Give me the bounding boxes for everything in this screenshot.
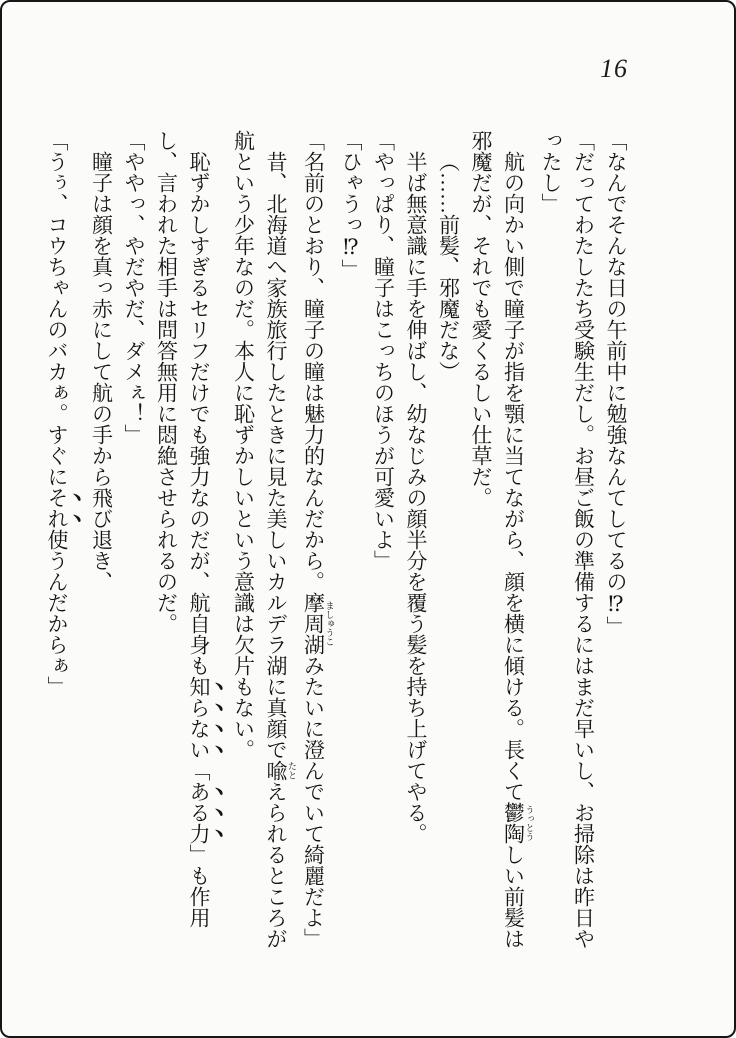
- paragraph-dialogue: 「ひゃうっ⁉」: [339, 130, 363, 280]
- ruby-annotation: [264, 760, 297, 781]
- text-run: 航の向かい側で瞳子が指を顎に当てながら、顔を横に傾ける。長くて: [501, 151, 526, 802]
- ruby-annotation: [301, 592, 335, 655]
- emphasized-text: それ: [45, 487, 69, 529]
- ruby-furigana: たと: [287, 760, 297, 781]
- text-run: 使うんだからぁ」: [45, 529, 69, 697]
- paragraph-dialogue: 「なんでそんな日の午前中に勉強なんてしてるの⁉」: [604, 130, 628, 637]
- paragraph-dialogue: [297, 130, 335, 954]
- text-run: しい前髪は邪魔だが、それでも愛くるしい仕草だ。: [469, 130, 526, 949]
- emphasized-text: 知らない: [187, 676, 211, 760]
- text-run: 「名前のとおり、瞳子の瞳は魅力的なんだから。: [301, 130, 326, 592]
- ruby-annotation: [501, 802, 535, 844]
- text-run: みたいに澄んでいて綺麗だよ」: [301, 655, 326, 949]
- ruby-base: 摩周湖: [301, 592, 326, 655]
- text-run: も作用し、言われた相手は問答無用に悶絶させられるのだ。: [154, 130, 211, 928]
- ruby-base: 鬱陶: [501, 802, 526, 844]
- text-run: えられるところが航という少年なのだ。本人に恥ずかしいという意識は欠片もない。: [231, 130, 288, 949]
- ruby-base: 喩: [264, 760, 288, 781]
- paragraph-narrative: 瞳子は顔を真っ赤にして航の手から飛び退き、: [89, 151, 114, 592]
- ruby-furigana: ましゅうこ: [324, 592, 335, 655]
- emphasized-text: ある力: [187, 781, 211, 844]
- paragraph-thought: （……前髪、邪魔だな）: [436, 151, 461, 382]
- text-run: 「うぅ、コウちゃんのバカぁ。すぐに: [45, 130, 69, 487]
- text-run: 昔、北海道へ家族旅行したときに見た美しいカルデラ湖に真顔で: [264, 151, 288, 760]
- page-number: 16: [600, 54, 628, 83]
- text-run: 恥ずかしすぎるセリフだけでも強力なのだが、航自身も: [187, 151, 211, 676]
- paragraph-narrative: [465, 130, 535, 954]
- paragraph-narrative: [227, 130, 297, 954]
- paragraph-dialogue: 「やっぱり、瞳子はこっちのほうが可愛いよ」: [371, 130, 396, 571]
- paragraph-dialogue: 「だってわたしたち受験生だし。お昼ご飯の準備するにはまだ早いし、お掃除は昨日やったし」: [539, 130, 596, 949]
- paragraph-narrative: [150, 130, 227, 954]
- text-block: [41, 130, 633, 954]
- paragraph-dialogue: [41, 130, 86, 954]
- text-run: 」: [187, 844, 211, 865]
- paragraph-narrative: 半ば無意識に手を伸ばし、幼なじみの顔半分を覆う髪を持ち上げてやる。: [404, 151, 428, 844]
- paragraph-dialogue: 「ややっ、やだやだ、ダメぇ！」: [122, 130, 146, 445]
- text-run: 「: [187, 760, 211, 781]
- ruby-furigana: うっとう: [524, 802, 535, 844]
